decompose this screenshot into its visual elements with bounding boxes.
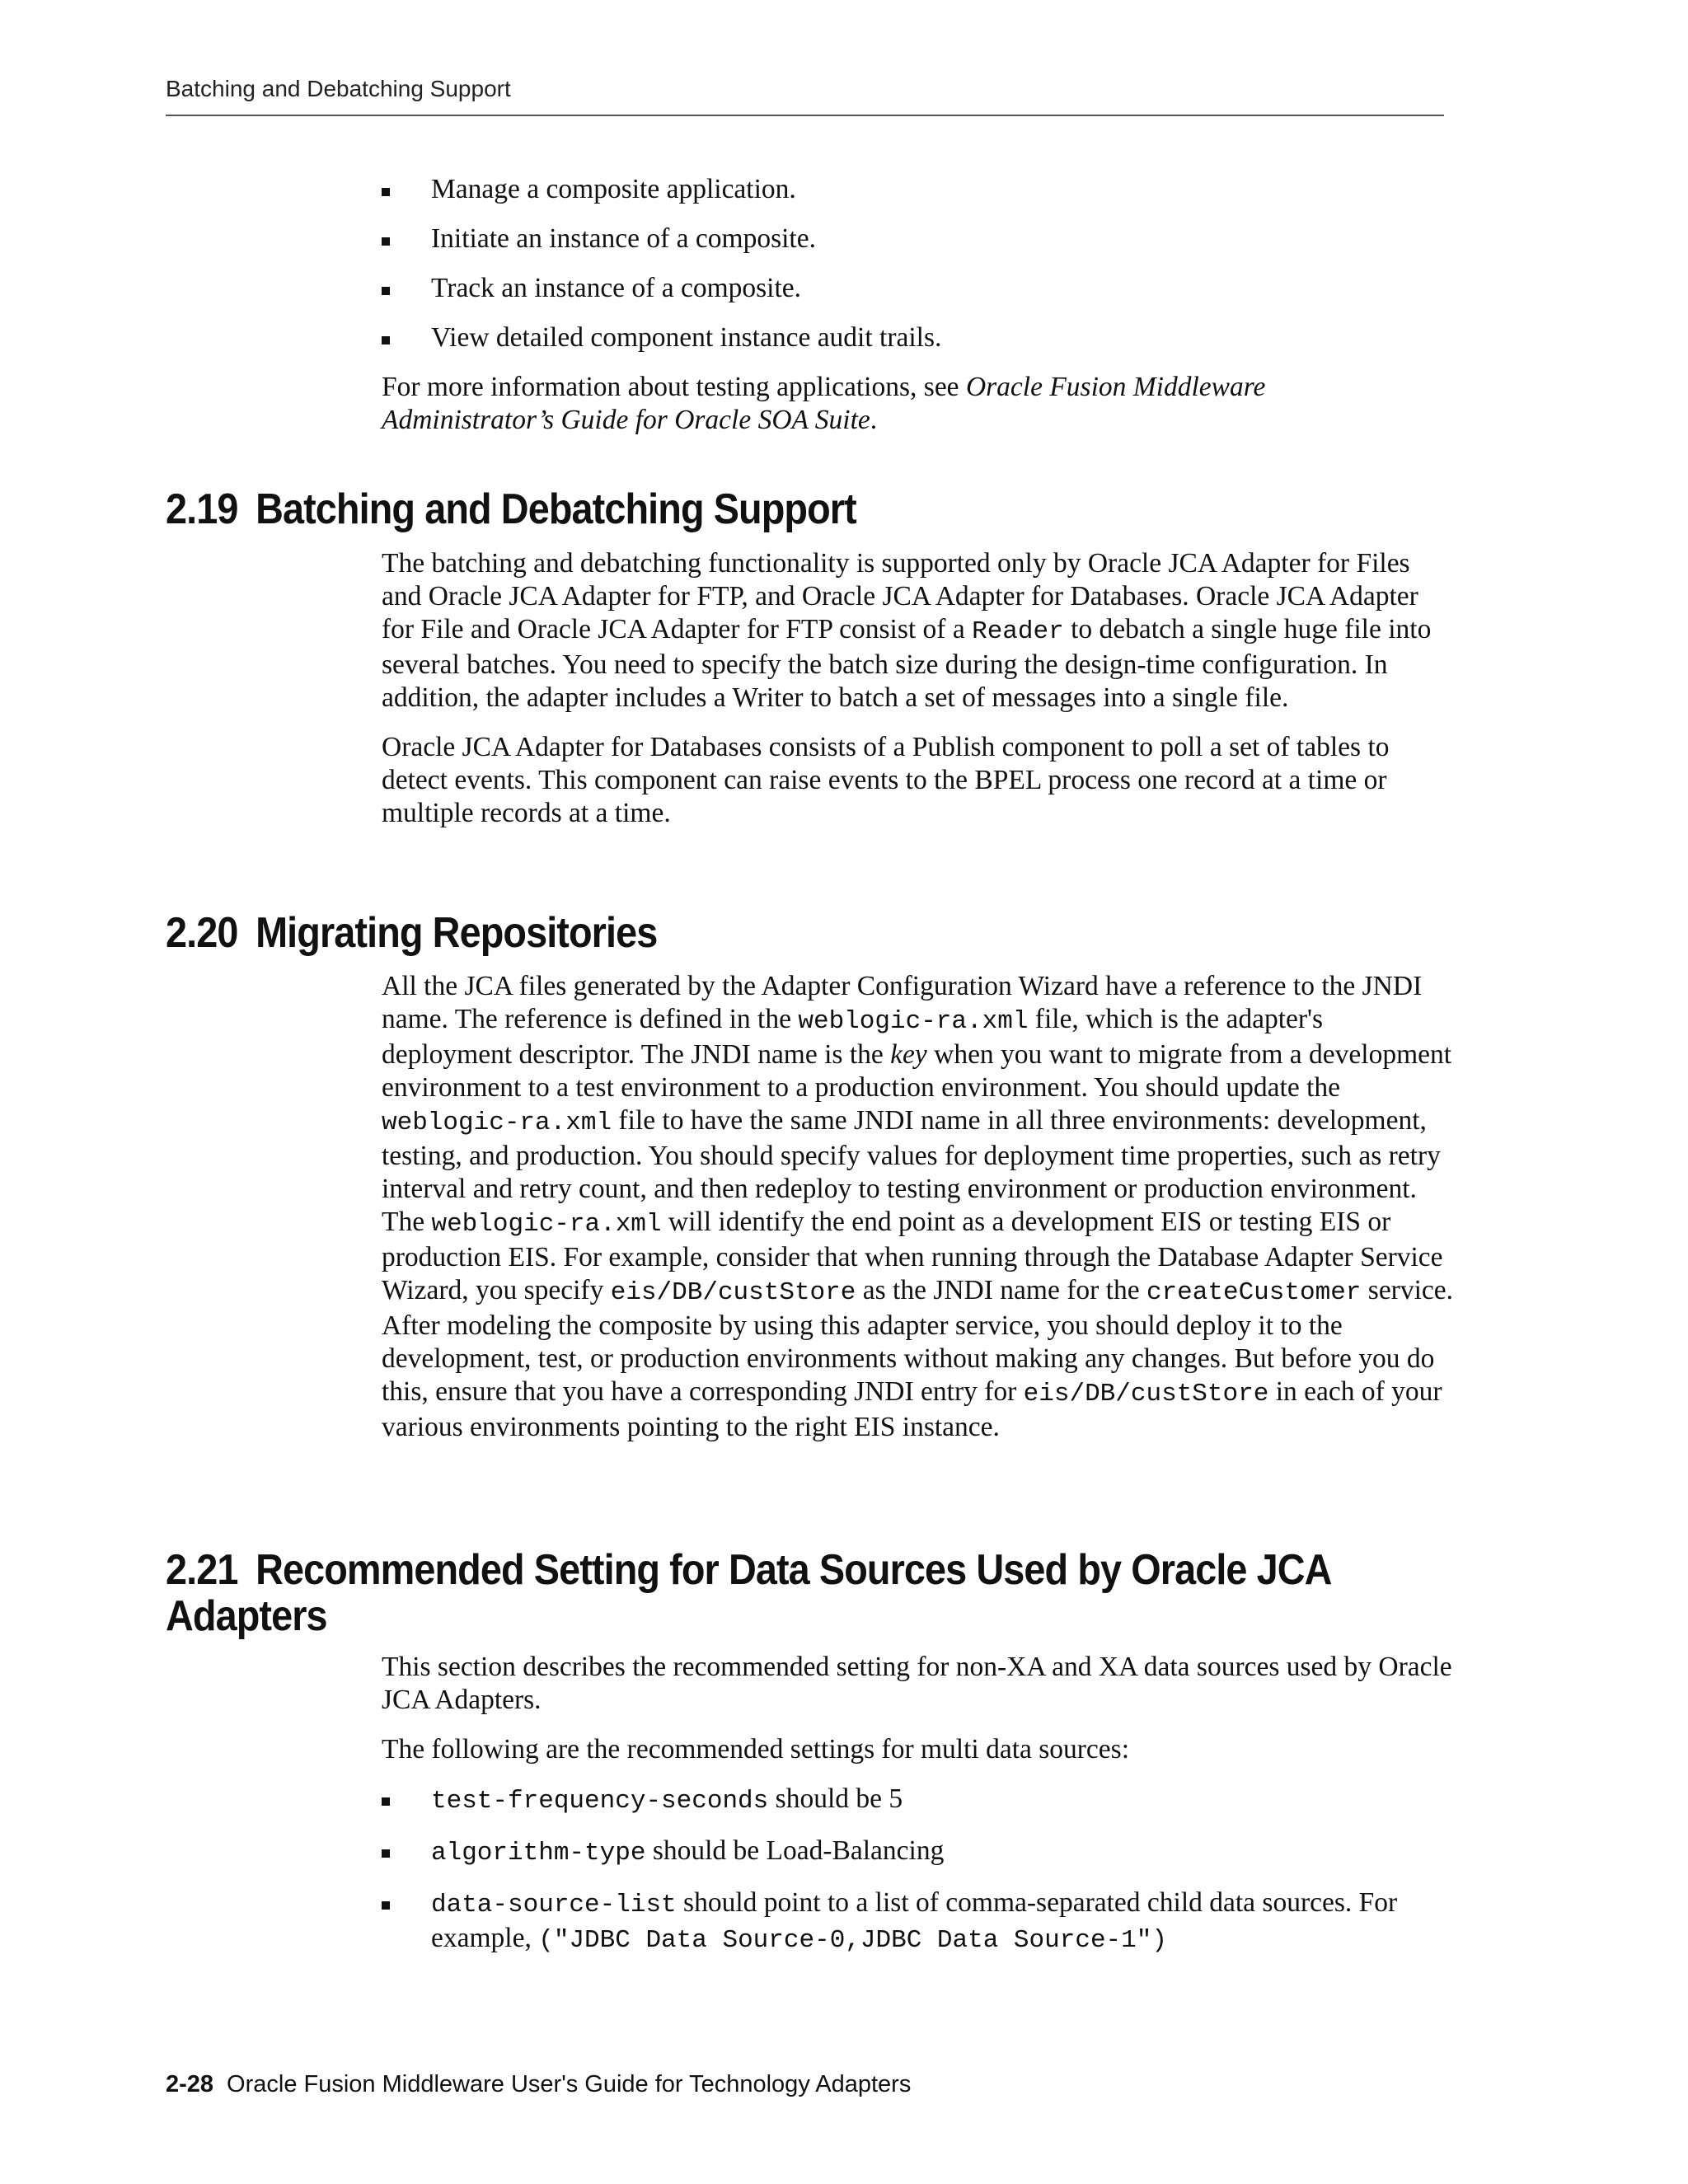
code-service-name: createCustomer <box>1146 1278 1362 1307</box>
key-emphasis: key <box>890 1039 927 1070</box>
section-2-19-body <box>382 547 1453 830</box>
intro-block <box>382 173 1453 437</box>
list-item: Track an instance of a composite. <box>382 272 1453 305</box>
code-weblogic-ra: weblogic-ra.xml <box>798 1007 1029 1036</box>
section-heading-2-20: 2.20 Migrating Repositories <box>166 909 658 957</box>
list-item: algorithm-type should be Load-Balancing <box>382 1835 1453 1870</box>
setting-name: algorithm-type <box>431 1839 646 1868</box>
square-bullet-icon <box>382 287 390 295</box>
setting-name: test-frequency-seconds <box>431 1787 769 1816</box>
intro-bullet-list <box>382 173 1453 354</box>
page-number: 2-28 <box>166 2071 214 2097</box>
square-bullet-icon <box>382 1901 390 1910</box>
data-sources-intro-paragraph: This section describes the recommended setting for non-XA and XA data sources used by Oracle JCA Adapters. <box>382 1652 1452 1715</box>
code-reader: Reader <box>972 617 1064 646</box>
testing-reference-paragraph: For more information about testing applications, see Oracle Fusion Middleware Administrator’s Guide for Oracle SOA Suite. <box>382 372 1266 435</box>
list-item: test-frequency-seconds should be 5 <box>382 1783 1453 1818</box>
code-jndi-name: eis/DB/custStore <box>610 1278 856 1307</box>
square-bullet-icon <box>382 188 390 196</box>
section-2-20-body <box>382 970 1453 1444</box>
page-footer <box>166 2071 911 2098</box>
list-item: Manage a composite application. <box>382 173 1453 206</box>
section-heading-2-19: 2.19 Batching and Debatching Support <box>166 485 856 533</box>
guide-reference: Oracle Fusion Middleware Administrator’s Guide for Oracle SOA Suite <box>382 372 1266 435</box>
code-weblogic-ra: weblogic-ra.xml <box>431 1210 662 1239</box>
section-2-21-body <box>382 1651 1453 1957</box>
square-bullet-icon <box>382 1797 390 1806</box>
code-example: ("JDBC Data Source-0,JDBC Data Source-1") <box>538 1926 1167 1955</box>
code-jndi-name: eis/DB/custStore <box>1023 1380 1269 1408</box>
settings-bullet-list <box>382 1783 1453 1957</box>
code-weblogic-ra: weblogic-ra.xml <box>382 1108 612 1137</box>
list-item: View detailed component instance audit trails. <box>382 321 1453 354</box>
book-title: Oracle Fusion Middleware User's Guide for Technology Adapters <box>227 2071 912 2097</box>
multi-data-sources-paragraph: The following are the recommended settings for multi data sources: <box>382 1734 1130 1765</box>
header-rule <box>166 115 1444 116</box>
section-heading-2-21: 2.21 Recommended Setting for Data Sources Used by Oracle JCA Adapters <box>166 1546 1332 1640</box>
square-bullet-icon <box>382 237 390 246</box>
square-bullet-icon <box>382 1849 390 1858</box>
running-header: Batching and Debatching Support <box>166 76 511 101</box>
batching-paragraph: The batching and debatching functionality is supported only by Oracle JCA Adapter for Files and Oracle JCA Adapter for FTP, and Oracle JCA Adapter for Databases. Oracle JCA Adapter for File and Oracle JCA Adapter for FTP consist of a Reader to debatch a single huge file into several batches. You need to specify the batch size during the design-time configuration. In addition, the adapter includes a Writer to batch a set of messages into a single file. <box>382 548 1432 713</box>
publish-component-paragraph: Oracle JCA Adapter for Databases consists of a Publish component to poll a set of tables to detect events. This component can raise events to the BPEL process one record at a time or multiple records at a time. <box>382 732 1390 828</box>
list-item: Initiate an instance of a composite. <box>382 223 1453 255</box>
migrating-paragraph: All the JCA files generated by the Adapter Configuration Wizard have a reference to the JNDI name. The reference is defined in the weblogic-ra.xml file, which is the adapter's deployment descriptor. The JNDI name is the key when you want to migrate from a development environment to a test environment to a production environment. You should update the weblogic-ra.xml file to have the same JNDI name in all three environments: development, testing, and production. You should specify values for deployment time properties, such as retry interval and retry count, and then redeploy to testing environment or production environment. The weblogic-ra.xml will identify the end point as a development EIS or testing EIS or production EIS. For example, consider that when running through the Database Adapter Service Wizard, you specify eis/DB/custStore as the JNDI name for the createCustomer service. After modeling the composite by using this adapter service, you should deploy it to the development, test, or production environments without making any changes. But before you do this, ensure that you have a corresponding JNDI entry for eis/DB/custStore in each of your various environments pointing to the right EIS instance. <box>382 971 1454 1442</box>
setting-name: data-source-list <box>431 1891 677 1919</box>
list-item: data-source-list should point to a list of comma-separated child data sources. For example, ("JDBC Data Source-0,JDBC Data Source-1") <box>382 1886 1453 1957</box>
square-bullet-icon <box>382 336 390 344</box>
